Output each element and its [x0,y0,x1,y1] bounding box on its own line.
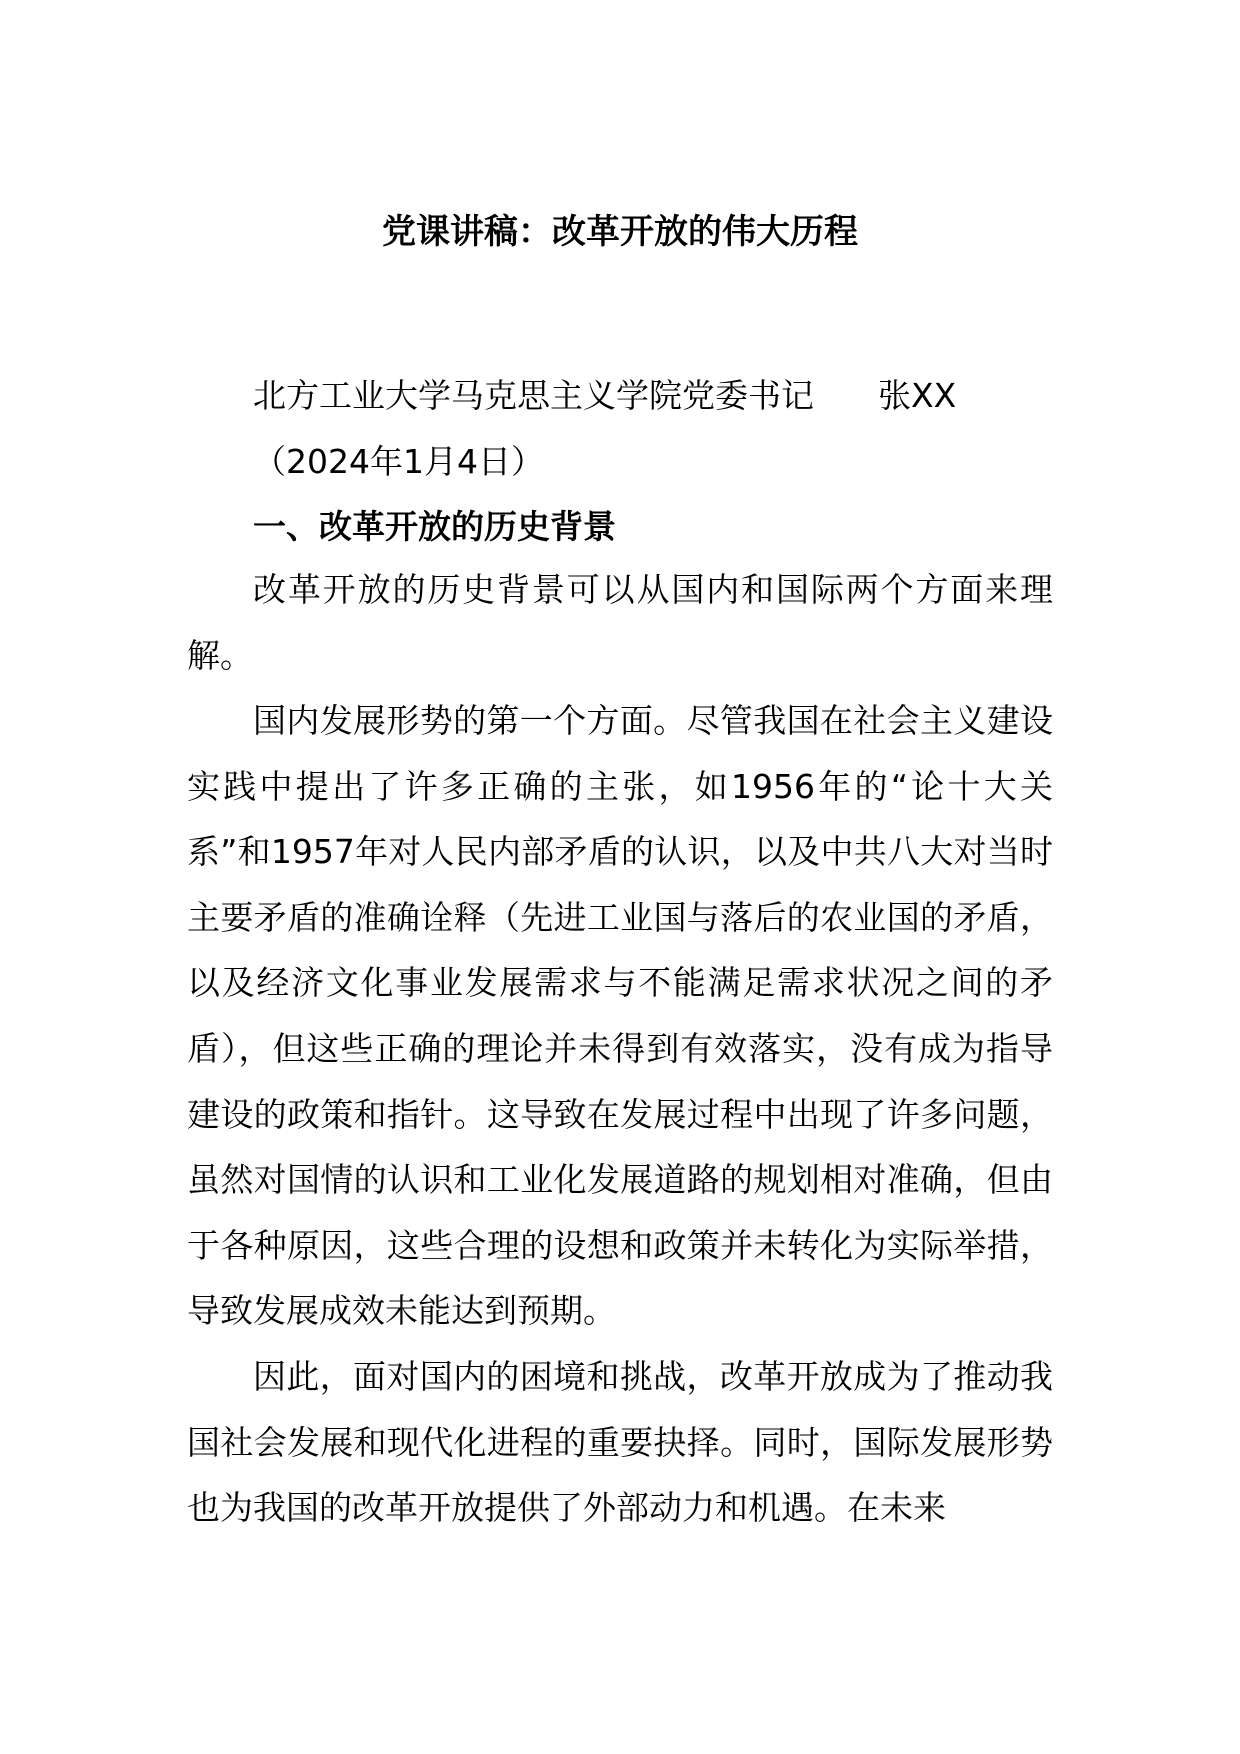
paragraph-3: 因此，面对国内的困境和挑战，改革开放成为了推动我国社会发展和现代化进程的重要抉择。同时，国际发展形势也为我国的改革开放提供了外部动力和机遇。在未来 [187,1357,1053,1528]
author-affiliation: 北方工业大学马克思主义学院党委书记 [253,376,814,415]
paragraph-1: 改革开放的历史背景可以从国内和国际两个方面来理解。 [187,570,1053,675]
document-title: 党课讲稿：改革开放的伟大历程 [382,212,858,252]
section-heading: 一、改革开放的历史背景 [253,507,616,546]
author-line [253,372,956,420]
author-name: 张XX [878,376,957,415]
paragraph-2: 国内发展形势的第一个方面。尽管我国在社会主义建设实践中提出了许多正确的主张，如1956年的“论十大关系”和1957年对人民内部矛盾的认识，以及中共八大对当时主要矛盾的准确诠释（先进工业国与落后的农业国的矛盾，以及经济文化事业发展需求与不能满足需求状况之间的矛盾），但这些正确的理论并未得到有效落实，没有成为指导建设的政策和指针。这导致在发展过程中出现了许多问题，虽然对国情的认识和工业化发展道路的规划相对准确，但由于各种原因，这些合理的设想和政策并未转化为实际举措，导致发展成效未能达到预期。 [187,701,1053,1331]
document-date: （2024年1月4日） [253,442,544,481]
